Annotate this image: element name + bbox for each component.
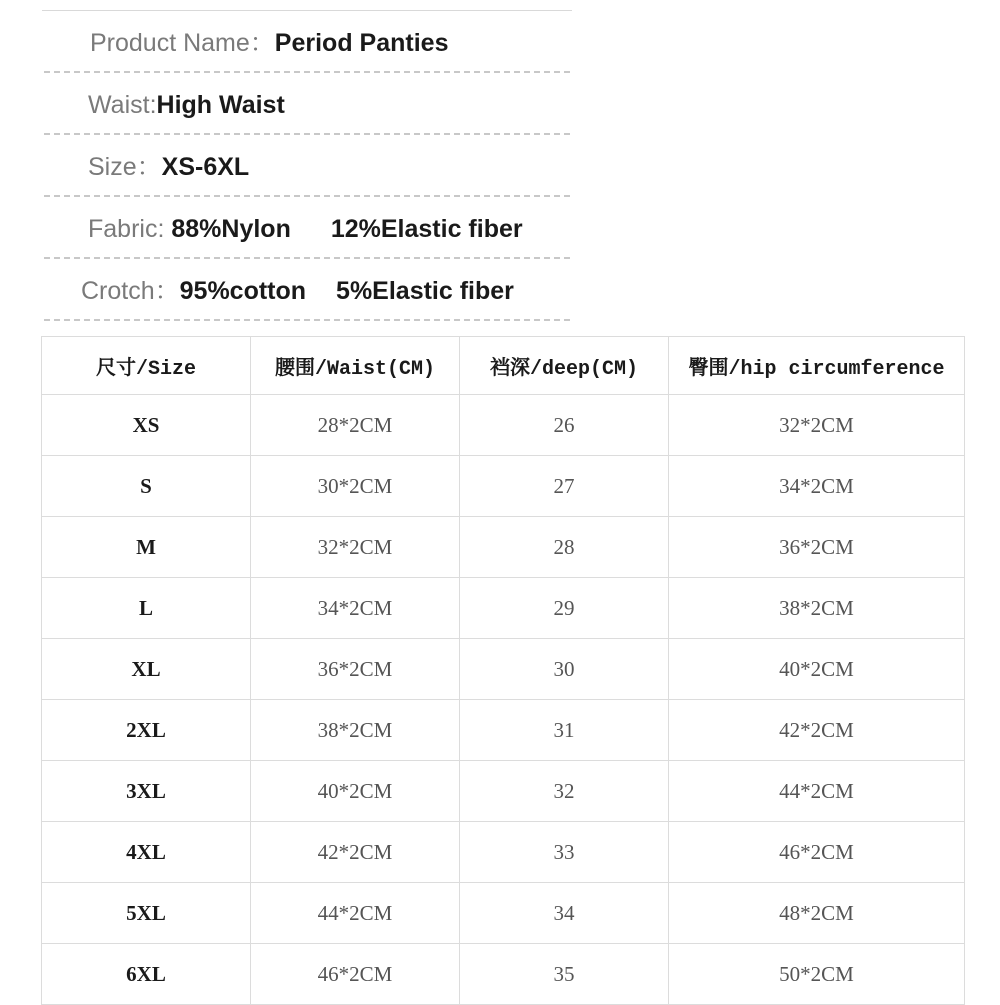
deep-cell: 28 [460,517,669,578]
waist-cell: 34*2CM [251,578,460,639]
waist-cell: 46*2CM [251,944,460,1005]
header-size: 尺寸/Size [42,337,251,395]
spec-value: 88%Nylon [171,215,291,243]
hip-cell: 42*2CM [669,700,965,761]
spec-value: High Waist [156,91,285,119]
hip-cell: 38*2CM [669,578,965,639]
spec-value: XS-6XL [161,153,250,181]
dashed-divider [44,71,570,73]
spec-value-secondary: 12%Elastic fiber [330,215,523,243]
waist-cell: 44*2CM [251,883,460,944]
table-row [42,822,965,883]
size-cell: XS [42,395,251,456]
dashed-divider [44,257,570,259]
header-hip: 臀围/hip circumference [669,337,965,395]
spec-label: Size： [88,153,162,181]
header-waist: 腰围/Waist(CM) [251,337,460,395]
deep-cell: 34 [460,883,669,944]
size-cell: 4XL [42,822,251,883]
top-divider [42,10,572,11]
waist-cell: 30*2CM [251,456,460,517]
dashed-divider [44,195,570,197]
hip-cell: 34*2CM [669,456,965,517]
hip-cell: 40*2CM [669,639,965,700]
spec-crotch [81,271,514,311]
spec-size [88,147,249,187]
dashed-divider [44,319,570,321]
hip-cell: 36*2CM [669,517,965,578]
deep-cell: 30 [460,639,669,700]
deep-cell: 27 [460,456,669,517]
size-cell: XL [42,639,251,700]
hip-cell: 32*2CM [669,395,965,456]
deep-cell: 29 [460,578,669,639]
waist-cell: 28*2CM [251,395,460,456]
spec-label: Crotch： [81,277,180,305]
hip-cell: 46*2CM [669,822,965,883]
size-cell: 2XL [42,700,251,761]
size-chart-table [41,336,965,1005]
table-row [42,578,965,639]
hip-cell: 44*2CM [669,761,965,822]
waist-cell: 40*2CM [251,761,460,822]
waist-cell: 32*2CM [251,517,460,578]
waist-cell: 38*2CM [251,700,460,761]
size-cell: 3XL [42,761,251,822]
deep-cell: 35 [460,944,669,1005]
deep-cell: 31 [460,700,669,761]
deep-cell: 26 [460,395,669,456]
header-deep: 裆深/deep(CM) [460,337,669,395]
table-row [42,456,965,517]
table-row [42,639,965,700]
spec-fabric [88,209,523,249]
size-cell: 5XL [42,883,251,944]
deep-cell: 32 [460,761,669,822]
spec-waist [88,85,285,125]
table-row [42,395,965,456]
waist-cell: 36*2CM [251,639,460,700]
deep-cell: 33 [460,822,669,883]
spec-value-secondary: 5%Elastic fiber [336,277,514,305]
table-row [42,883,965,944]
table-row [42,700,965,761]
hip-cell: 50*2CM [669,944,965,1005]
spec-label: Fabric: [88,215,172,243]
size-cell: S [42,456,251,517]
table-header-row [42,337,965,395]
table-row [42,944,965,1005]
table-row [42,517,965,578]
dashed-divider [44,133,570,135]
size-cell: M [42,517,251,578]
size-cell: L [42,578,251,639]
spec-label: Waist: [88,91,157,119]
spec-product-name [90,23,448,63]
spec-value: 95%cotton [179,277,307,305]
size-cell: 6XL [42,944,251,1005]
spec-value: Period Panties [274,29,449,57]
waist-cell: 42*2CM [251,822,460,883]
table-row [42,761,965,822]
hip-cell: 48*2CM [669,883,965,944]
spec-label: Product Name： [90,29,275,57]
